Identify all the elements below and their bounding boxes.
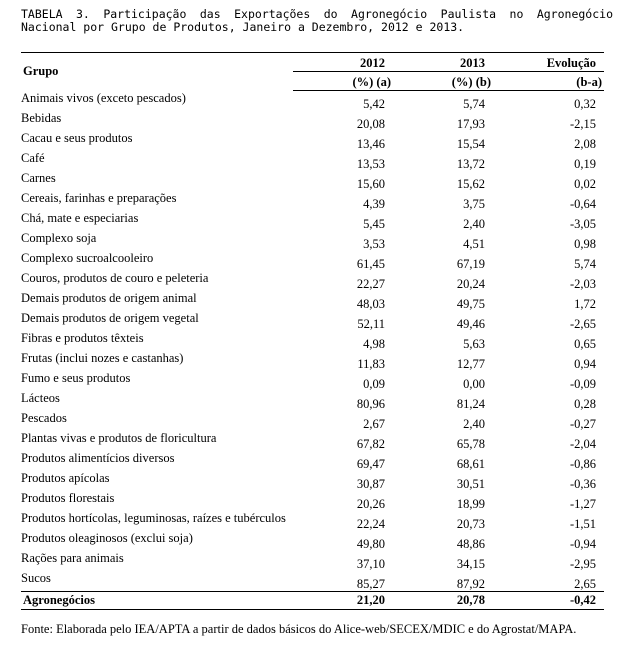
table-row bbox=[21, 431, 604, 451]
table-row bbox=[21, 251, 604, 271]
table-row bbox=[21, 571, 604, 592]
row-label: Complexo soja bbox=[21, 231, 97, 245]
table-row bbox=[21, 171, 604, 191]
row-value-evolucao: 2,65 bbox=[574, 577, 596, 591]
row-label: Carnes bbox=[21, 171, 56, 185]
row-value-2013: 49,75 bbox=[456, 297, 485, 311]
table-row bbox=[21, 231, 604, 251]
table-row bbox=[21, 371, 604, 391]
row-value-2012: 52,11 bbox=[357, 317, 385, 331]
row-value-evolucao: -0,64 bbox=[569, 197, 596, 211]
row-value-2013: 20,24 bbox=[456, 277, 485, 291]
table-caption: TABELA 3. Participação das Exportações do Agronegócio Paulista no Agronegócio Nacional por Grupo de Produtos, Janeiro a Dezembro, 2012 e 2013. bbox=[21, 7, 613, 34]
total-label: Agronegócios bbox=[21, 592, 293, 610]
row-label: Plantas vivas e produtos de floricultura bbox=[21, 431, 217, 445]
row-value-evolucao: 1,72 bbox=[574, 297, 596, 311]
row-value-evolucao: 0,98 bbox=[574, 237, 596, 251]
row-value-2013: 5,74 bbox=[463, 97, 485, 111]
row-value-evolucao: 5,74 bbox=[574, 257, 596, 271]
header-unit-diff: (b-a) bbox=[493, 72, 604, 91]
row-value-2012: 2,67 bbox=[363, 417, 385, 431]
row-value-2013: 5,63 bbox=[463, 337, 485, 351]
table-row bbox=[21, 491, 604, 511]
row-value-evolucao: 0,94 bbox=[574, 357, 596, 371]
row-value-2012: 4,39 bbox=[363, 197, 385, 211]
row-label: Lácteos bbox=[21, 391, 60, 405]
table-row bbox=[21, 151, 604, 171]
table-row bbox=[21, 471, 604, 491]
row-label: Café bbox=[21, 151, 45, 165]
row-value-evolucao: 0,19 bbox=[574, 157, 596, 171]
row-value-2012: 61,45 bbox=[356, 257, 385, 271]
row-value-2012: 30,87 bbox=[356, 477, 385, 491]
total-evolucao: -0,42 bbox=[493, 592, 604, 610]
row-value-2013: 81,24 bbox=[456, 397, 485, 411]
row-value-evolucao: -2,03 bbox=[569, 277, 596, 291]
row-value-evolucao: 0,65 bbox=[574, 337, 596, 351]
table-row bbox=[21, 551, 604, 571]
row-value-2013: 68,61 bbox=[456, 457, 485, 471]
row-value-2013: 30,51 bbox=[456, 477, 485, 491]
total-2012: 21,20 bbox=[293, 592, 393, 610]
row-value-2013: 12,77 bbox=[456, 357, 485, 371]
row-value-2013: 49,46 bbox=[456, 317, 485, 331]
header-2013: 2013 bbox=[393, 53, 493, 72]
table-row bbox=[21, 451, 604, 471]
row-value-2013: 48,86 bbox=[456, 537, 485, 551]
row-value-2013: 67,19 bbox=[456, 257, 485, 271]
row-value-2013: 18,99 bbox=[456, 497, 485, 511]
row-value-2012: 48,03 bbox=[356, 297, 385, 311]
row-value-2013: 17,93 bbox=[456, 117, 485, 131]
exports-table bbox=[21, 52, 604, 610]
total-2013: 20,78 bbox=[393, 592, 493, 610]
row-value-2012: 20,26 bbox=[356, 497, 385, 511]
row-value-2012: 11,83 bbox=[357, 357, 385, 371]
row-value-2012: 37,10 bbox=[356, 557, 385, 571]
row-value-2012: 67,82 bbox=[356, 437, 385, 451]
row-label: Produtos oleaginosos (exclui soja) bbox=[21, 531, 193, 545]
row-value-2013: 3,75 bbox=[463, 197, 485, 211]
row-value-2013: 4,51 bbox=[463, 237, 485, 251]
row-value-2012: 0,09 bbox=[363, 377, 385, 391]
header-group: Grupo bbox=[21, 53, 293, 91]
row-value-evolucao: -2,95 bbox=[569, 557, 596, 571]
table-row bbox=[21, 211, 604, 231]
row-label: Complexo sucroalcooleiro bbox=[21, 251, 154, 265]
row-label: Produtos hortícolas, leguminosas, raízes e tubérculos bbox=[21, 511, 286, 525]
header-2012: 2012 bbox=[293, 53, 393, 72]
row-label: Couros, produtos de couro e peleteria bbox=[21, 271, 209, 285]
header-row-years bbox=[21, 53, 604, 72]
table-row bbox=[21, 331, 604, 351]
source-note: Fonte: Elaborada pelo IEA/APTA a partir de dados básicos do Alice-web/SECEX/MDIC e do Agrostat/MAPA. bbox=[21, 622, 577, 636]
row-label: Bebidas bbox=[21, 111, 62, 125]
table-row bbox=[21, 111, 604, 131]
row-value-2012: 15,60 bbox=[356, 177, 385, 191]
row-label: Produtos apícolas bbox=[21, 471, 110, 485]
row-label: Rações para animais bbox=[21, 551, 124, 565]
row-value-2013: 87,92 bbox=[456, 577, 485, 591]
row-label: Produtos alimentícios diversos bbox=[21, 451, 175, 465]
row-label: Animais vivos (exceto pescados) bbox=[21, 90, 186, 105]
row-value-2012: 85,27 bbox=[356, 577, 385, 591]
table-row bbox=[21, 311, 604, 331]
header-unit-b: (%) (b) bbox=[393, 72, 493, 91]
row-value-2013: 20,73 bbox=[456, 517, 485, 531]
row-label: Chá, mate e especiarias bbox=[21, 211, 139, 225]
row-value-2013: 13,72 bbox=[456, 157, 485, 171]
row-value-2013: 2,40 bbox=[463, 217, 485, 231]
row-label: Demais produtos de origem vegetal bbox=[21, 311, 199, 325]
row-value-2013: 15,62 bbox=[456, 177, 485, 191]
header-unit-a: (%) (a) bbox=[293, 72, 393, 91]
row-value-evolucao: -0,27 bbox=[569, 417, 596, 431]
row-label: Demais produtos de origem animal bbox=[21, 291, 197, 305]
row-value-2012: 69,47 bbox=[356, 457, 385, 471]
row-value-evolucao: -3,05 bbox=[569, 217, 596, 231]
total-row bbox=[21, 592, 604, 610]
row-value-2012: 22,27 bbox=[356, 277, 385, 291]
table-row bbox=[21, 511, 604, 531]
table-row bbox=[21, 91, 604, 112]
row-value-evolucao: 0,28 bbox=[574, 397, 596, 411]
row-value-evolucao: -0,86 bbox=[569, 457, 596, 471]
header-evolucao: Evolução bbox=[493, 53, 604, 72]
row-label: Frutas (inclui nozes e castanhas) bbox=[21, 351, 184, 365]
row-value-2013: 65,78 bbox=[456, 437, 485, 451]
row-label: Sucos bbox=[21, 571, 51, 585]
row-label: Produtos florestais bbox=[21, 491, 115, 505]
row-value-evolucao: -0,94 bbox=[569, 537, 596, 551]
row-value-2013: 0,00 bbox=[463, 377, 485, 391]
row-value-evolucao: -1,51 bbox=[569, 517, 596, 531]
row-value-evolucao: 0,02 bbox=[574, 177, 596, 191]
row-value-2012: 5,42 bbox=[363, 97, 385, 111]
row-value-2012: 20,08 bbox=[356, 117, 385, 131]
row-value-evolucao: -2,15 bbox=[569, 117, 596, 131]
row-label: Fibras e produtos têxteis bbox=[21, 331, 144, 345]
table-row bbox=[21, 191, 604, 211]
row-label: Cacau e seus produtos bbox=[21, 131, 133, 145]
table-row bbox=[21, 391, 604, 411]
row-value-2012: 22,24 bbox=[356, 517, 385, 531]
row-value-2012: 13,53 bbox=[356, 157, 385, 171]
table-row bbox=[21, 271, 604, 291]
table-row bbox=[21, 131, 604, 151]
row-value-evolucao: -1,27 bbox=[569, 497, 596, 511]
row-value-evolucao: -2,04 bbox=[569, 437, 596, 451]
row-value-2013: 2,40 bbox=[463, 417, 485, 431]
row-value-2012: 80,96 bbox=[356, 397, 385, 411]
table-row bbox=[21, 531, 604, 551]
row-value-evolucao: 0,32 bbox=[574, 97, 596, 111]
table-row bbox=[21, 411, 604, 431]
row-label: Pescados bbox=[21, 411, 67, 425]
row-value-evolucao: -0,09 bbox=[569, 377, 596, 391]
row-value-2013: 34,15 bbox=[456, 557, 485, 571]
row-value-2012: 49,80 bbox=[356, 537, 385, 551]
row-value-2012: 13,46 bbox=[356, 137, 385, 151]
row-value-2012: 4,98 bbox=[363, 337, 385, 351]
row-value-evolucao: 2,08 bbox=[574, 137, 596, 151]
row-value-evolucao: -2,65 bbox=[569, 317, 596, 331]
row-value-2013: 15,54 bbox=[456, 137, 485, 151]
table-row bbox=[21, 291, 604, 311]
table-row bbox=[21, 351, 604, 371]
row-label: Cereais, farinhas e preparações bbox=[21, 191, 177, 205]
row-value-2012: 3,53 bbox=[363, 237, 385, 251]
row-value-evolucao: -0,36 bbox=[569, 477, 596, 491]
row-value-2012: 5,45 bbox=[363, 217, 385, 231]
table-body bbox=[21, 91, 604, 592]
row-label: Fumo e seus produtos bbox=[21, 371, 131, 385]
